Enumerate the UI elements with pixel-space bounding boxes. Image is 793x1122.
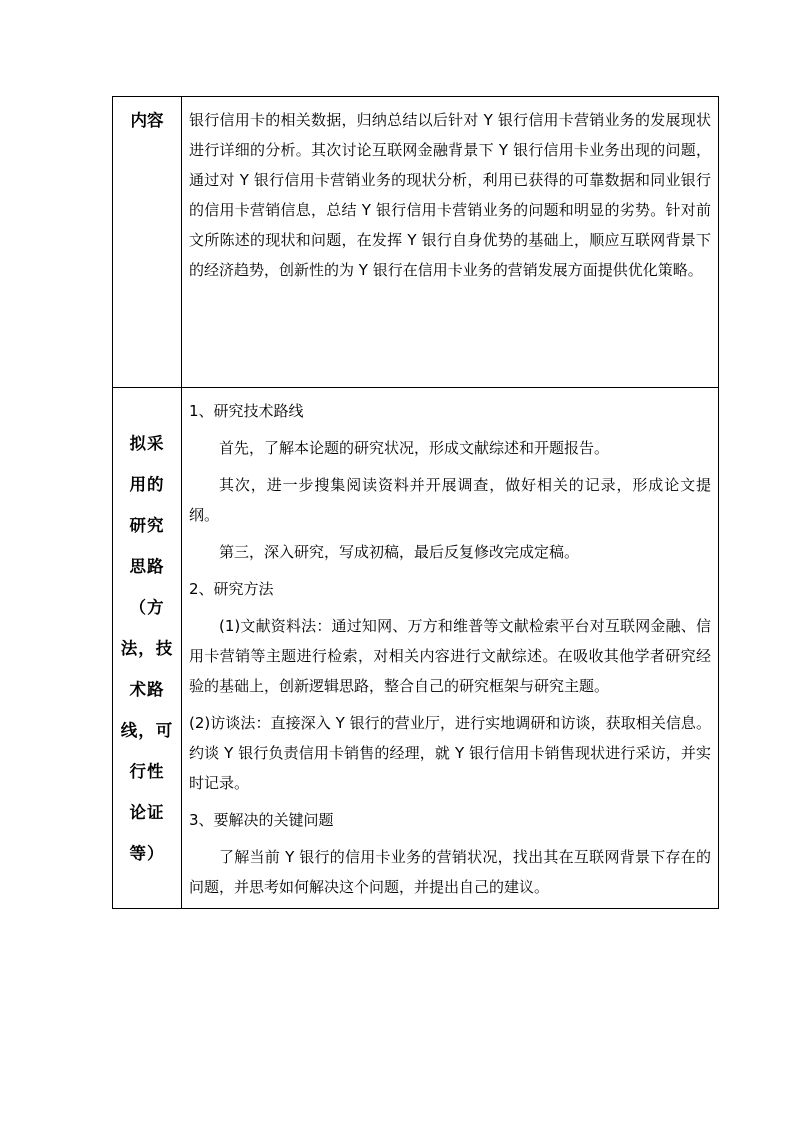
row-label-research-approach <box>113 388 182 909</box>
label-line: 论证 <box>129 802 165 822</box>
row-label-content: 内容 <box>113 97 182 388</box>
research-approach-cell <box>182 388 719 909</box>
label-line: 研究 <box>129 515 165 535</box>
proposal-table <box>112 96 719 909</box>
technical-route-step-3: 第三，深入研究，写成初稿，最后反复修改完成定稿。 <box>219 543 580 561</box>
label-line: 等） <box>129 843 165 863</box>
label-line: 用的 <box>129 474 165 494</box>
technical-route-step-2: 其次，进一步搜集阅读资料并开展调查，做好相关的记录，形成论文提纲。 <box>189 476 711 524</box>
label-line: 法，技 <box>120 638 174 658</box>
table-row-research-approach <box>113 388 719 909</box>
label-line: 行性 <box>129 761 165 781</box>
label-lines <box>113 423 181 874</box>
key-issues-paragraph: 了解当前 Y 银行的信用卡业务的营销状况，找出其在互联网背景下存在的问题，并思考如何解决这个问题，并提出自己的建议。 <box>189 848 711 896</box>
label-line: 思路 <box>129 556 165 576</box>
section-title-technical-route: 1、研究技术路线 <box>189 402 304 420</box>
section-title-research-methods: 2、研究方法 <box>189 580 274 598</box>
method-literature: (1)文献资料法：通过知网、万方和维普等文献检索平台对互联网金融、信用卡营销等主题进行检索，对相关内容进行文献综述。在吸收其他学者研究经验的基础上，创新逻辑思路，整合自己的研究框架与研究主题。 <box>189 617 711 695</box>
section-title-key-issues: 3、要解决的关键问题 <box>189 811 334 829</box>
content-cell <box>182 97 719 388</box>
label-line: （方 <box>129 597 165 617</box>
technical-route-step-1: 首先，了解本论题的研究状况，形成文献综述和开题报告。 <box>219 439 610 457</box>
content-paragraph: 银行信用卡的相关数据，归纳总结以后针对 Y 银行信用卡营销业务的发展现状进行详细的分析。其次讨论互联网金融背景下 Y 银行信用卡业务出现的问题，通过对 Y 银行信用卡营销业务的现状分析，利用已获得的可靠数据和同业银行的信用卡营销信息，总结 Y 银行信用卡营销业务的问题和明显的劣势。针对前文所陈述的现状和问题，在发挥 Y 银行自身优势的基础上，顺应互联网背景下的经济趋势，创新性的为 Y 银行在信用卡业务的营销发展方面提供优化策略。 <box>189 111 711 279</box>
label-line: 拟采 <box>129 433 165 453</box>
label-line: 线，可 <box>120 720 174 740</box>
method-interview: (2)访谈法：直接深入 Y 银行的营业厅，进行实地调研和访谈，获取相关信息。约谈 Y 银行负责信用卡销售的经理，就 Y 银行信用卡销售现状进行采访，并实时记录。 <box>189 714 711 792</box>
table-row-content <box>113 97 719 388</box>
label-line: 术路 <box>129 679 165 699</box>
